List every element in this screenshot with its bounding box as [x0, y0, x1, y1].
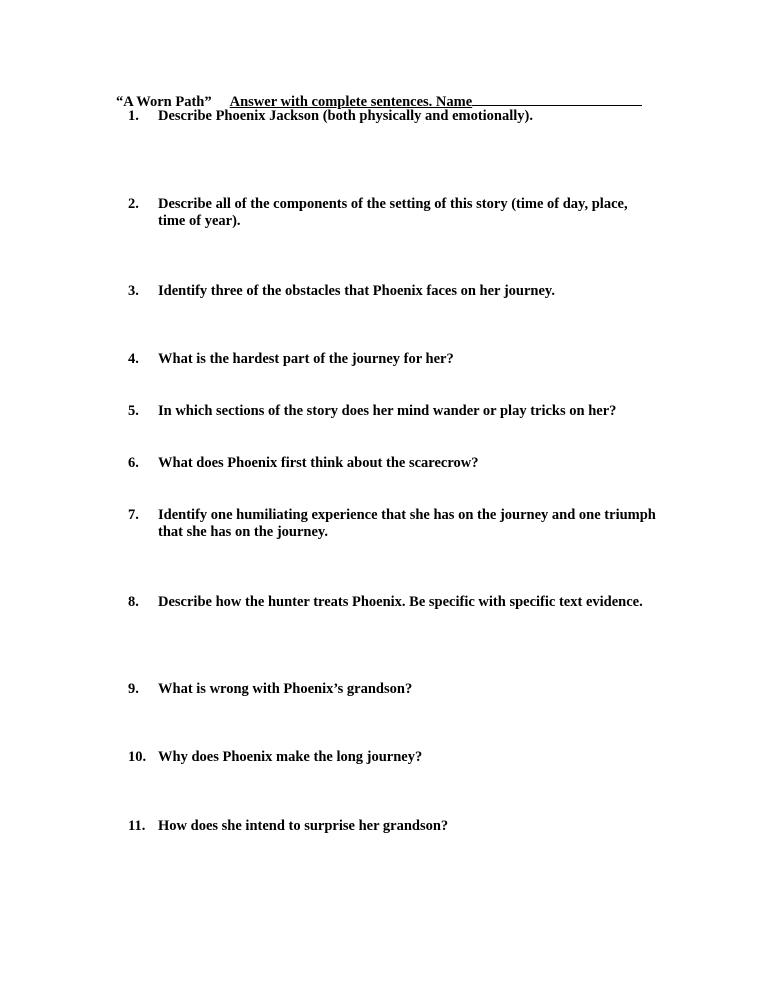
- instructions-text: Answer with complete sentences. Name: [229, 94, 473, 110]
- question-text: How does she intend to surprise her grandson?: [158, 818, 449, 834]
- name-blank-line[interactable]: [472, 91, 642, 106]
- question-number: 2.: [128, 196, 139, 212]
- question-2: [128, 196, 658, 230]
- question-10: [128, 749, 658, 766]
- question-number: 6.: [128, 455, 139, 471]
- question-4: [128, 351, 658, 368]
- question-text: What is the hardest part of the journey for her?: [158, 351, 454, 367]
- question-text: Describe how the hunter treats Phoenix. Be specific with specific text evidence.: [158, 594, 643, 610]
- question-8: [128, 594, 658, 611]
- question-text: Identify one humiliating experience that she has on the journey and one triumph that she has on the journey.: [158, 507, 656, 540]
- question-number: 3.: [128, 283, 139, 299]
- question-text: In which sections of the story does her mind wander or play tricks on her?: [158, 403, 617, 419]
- question-number: 7.: [128, 507, 139, 523]
- question-text: Describe all of the components of the setting of this story (time of day, place, time of year).: [158, 196, 628, 229]
- question-11: [128, 818, 658, 835]
- question-text: Why does Phoenix make the long journey?: [158, 749, 423, 765]
- question-number: 5.: [128, 403, 139, 419]
- question-number: 9.: [128, 681, 139, 697]
- question-1: [128, 108, 658, 125]
- worksheet-title: “A Worn Path”: [116, 94, 212, 110]
- question-text: Describe Phoenix Jackson (both physically and emotionally).: [158, 108, 534, 124]
- question-5: [128, 403, 658, 420]
- question-text: What is wrong with Phoenix’s grandson?: [158, 681, 413, 697]
- question-number: 10.: [128, 749, 147, 765]
- question-number: 11.: [128, 818, 146, 834]
- question-number: 4.: [128, 351, 139, 367]
- question-number: 8.: [128, 594, 139, 610]
- question-text: Identify three of the obstacles that Phoenix faces on her journey.: [158, 283, 555, 299]
- question-3: [128, 283, 658, 300]
- question-6: [128, 455, 658, 472]
- question-9: [128, 681, 658, 698]
- question-text: What does Phoenix first think about the scarecrow?: [158, 455, 479, 471]
- question-number: 1.: [128, 108, 139, 124]
- question-7: [128, 507, 658, 541]
